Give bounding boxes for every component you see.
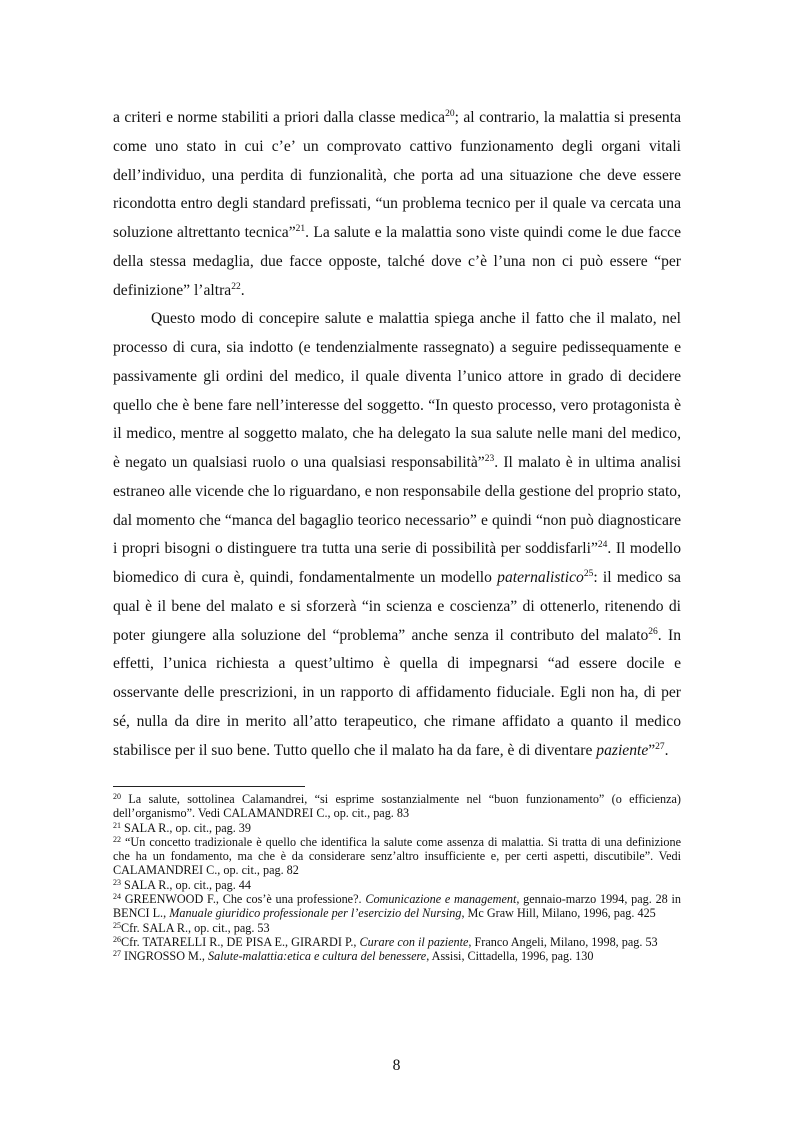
footnote-ref-24[interactable]: 24: [597, 540, 608, 551]
emphasis-paziente: paziente: [596, 741, 649, 759]
footnote-24: $^{24}$ GREENWOOD F., Che cos’è una professione?. Comunicazione e management, gennaio-marzo 1994, pag. 28 in BENCI L., Manuale giuridico professionale per l’esercizio del Nursing, Mc Graw Hill, Milano, 1996, pag. 425: [113, 892, 681, 921]
body-text: [113, 104, 681, 765]
footnote-21: $^{21}$ SALA R., op. cit., pag. 39: [113, 820, 251, 835]
paragraph-1: a criteri e norme stabiliti a priori dalla classe medica$^{20}$; al contrario, la malattia si presenta come uno stato in cui c’e’ un comprovato cattivo funzionamento degli organi vitali dell’individuo, una perdita di funzionalità, che porta ad una situazione che deve essere ricondotta entro degli standard prefissati, “un problema tecnico per il quale va cercata una soluzione altrettanto tecnica”$^{21}$. La salute e la malattia sono viste quindi come le due facce della stessa medaglia, due facce opposte, talché dove c’è l’una non ci può essere “per definizione” l’altra$^{22}$.: [113, 109, 681, 299]
footnote-ref-22[interactable]: 22: [231, 281, 241, 292]
footnote-25: $^{25}$Cfr. SALA R., op. cit., pag. 53: [113, 920, 270, 935]
footnote-ref-26[interactable]: 26: [648, 626, 658, 637]
footnote-ref-20[interactable]: 20: [445, 109, 455, 119]
footnote-26: $^{26}$Cfr. TATARELLI R., DE PISA E., GIRARDI P., Curare con il paziente, Franco Angeli, Milano, 1998, pag. 53: [113, 934, 658, 949]
footnote-ref-23[interactable]: 23: [484, 454, 495, 464]
footnote-27: $^{27}$ INGROSSO M., Salute-malattia:etica e cultura del benessere, Assisi, Cittadella, 1996, pag. 130: [113, 949, 594, 964]
footnote-23: $^{23}$ SALA R., op. cit., pag. 44: [113, 877, 251, 892]
page-number: 8: [392, 1057, 401, 1074]
footnote-ref-25[interactable]: 25: [583, 569, 594, 579]
footnote-22: $^{22}$ “Un concetto tradizionale è quello che identifica la salute come assenza di malattia. Si tratta di una definizione che ha un fondamento, ma che è da considerare senz’altro insufficiente e, per certi aspetti, discutibile”. Vedi CALAMANDREI C., op. cit., pag. 82: [113, 834, 681, 878]
footnote-ref-21[interactable]: 21: [295, 224, 306, 234]
paragraph-2: Questo modo di concepire salute e malattia spiega anche il fatto che il malato, nel processo di cura, sia indotto (e tendenzialmente rassegnato) a seguire pedissequamente e passivamente gli ordini del medico, il quale diventa l’unico attore in grado di decidere quello che è bene fare nell’interesse del soggetto. “In questo processo, vero protagonista è il medico, mentre al soggetto malato, che ha delegato la sua salute nelle mani del medico, è negato un qualsiasi ruolo o una qualsiasi responsabilità”$^{23}$. Il malato è in ultima analisi estraneo alle vicende che lo riguardano, e non responsabile della gestione del proprio stato, dal momento che “manca del bagaglio teorico necessario” e quindi “non può diagnosticare i propri bisogni o distinguere tra tutta una serie di possibilità per soddisfarli”$^{24}$. Il modello biomedico di cura è, quindi, fondamentalmente un modello paternalistico$^{25}$: il medico sa qual è il bene del malato e si sforzerà “in scienza e coscienza” di ottenerlo, ritenendo di poter giungere alla soluzione del “problema” anche senza il contributo del malato$^{26}$. In effetti, l’unica richiesta a quest’ultimo è quella di impegnarsi “ad essere docile e osservante delle prescrizioni, in un rapporto di affidamento fiduciale. Egli non ha, di per sé, nulla da dire in merito all’atto terapeutico, che rimane affidato a quanto il medico stabilisce per il suo bene. Tutto quello che il malato ha da fare, è di diventare paziente”$^{27}$.: [113, 310, 682, 759]
footnote-separator: [113, 786, 305, 787]
footnotes: [113, 792, 681, 964]
footnote-ref-27[interactable]: 27: [655, 741, 665, 752]
emphasis-paternalistico: paternalistico: [497, 569, 584, 586]
footnote-20: $^{20}$ La salute, sottolinea Calamandrei, “si esprime sostanzialmente nel “buon funzionamento” (o efficienza) dell’organismo”. Vedi CALAMANDREI C., op. cit., pag. 83: [113, 792, 681, 821]
